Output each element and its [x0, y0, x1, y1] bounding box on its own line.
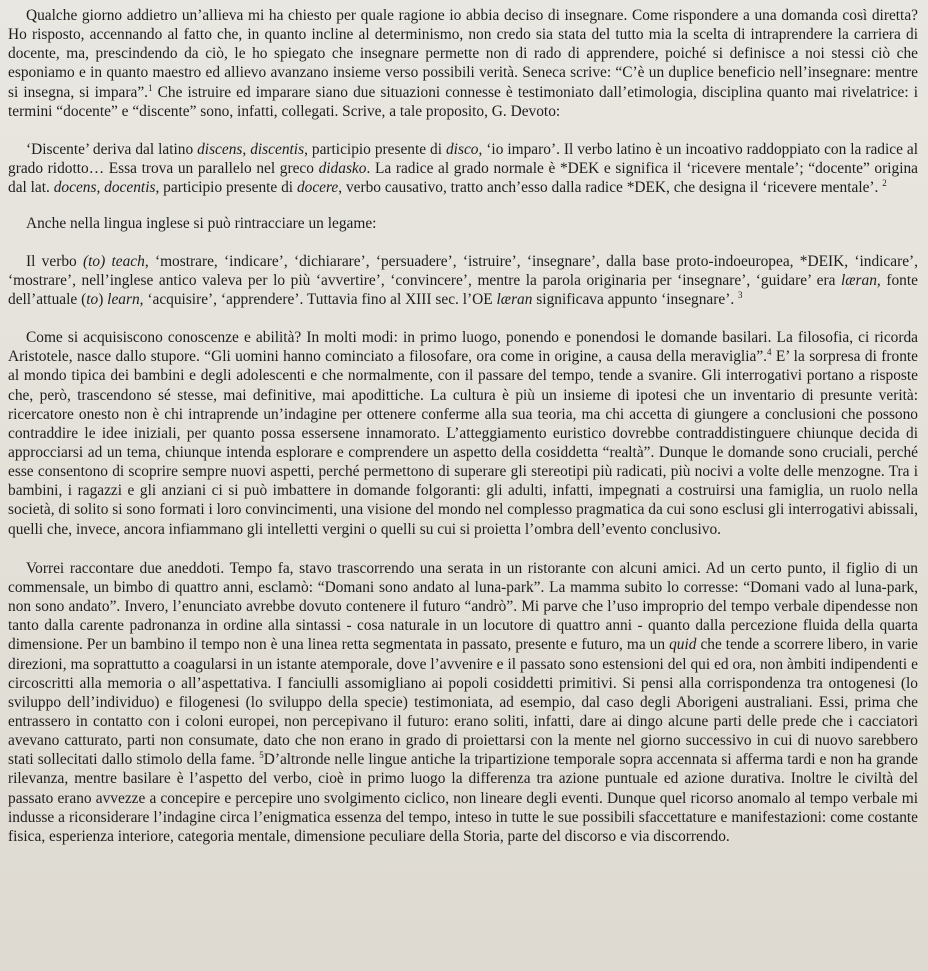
paragraph-devoto-quote: ‘Discente’ deriva dal latino discens, discentis, participio presente di disco, ‘io imparo’. Il verbo latino è un incoativo raddoppiato con la radice al grado ridotto… Essa trova un parallelo nel greco didasko. La radice al grado normale è *DEK e significa il ‘ricevere mentale’; “docente” origina dal lat. docens, docentis, participio presente di docere, verbo causativo, tratto anch’esso dalla radice *DEK, che designa il ‘ricevere mentale’. $^2$	[8, 140, 918, 197]
spacer	[8, 309, 918, 328]
spacer	[8, 121, 918, 140]
paragraph-teach-quote: Il verbo (to) teach, ‘mostrare, ‘indicare’, ‘dichiarare’, ‘persuadere’, ‘istruire’, ‘insegnare’, dalla base proto-indoeuropea, *DEIK, ‘indicare’, ‘mostrare’, nell’inglese antico valeva per lo più ‘avvertire’, ‘convincere’, mentre la parola originaria per ‘insegnare’, ‘guidare’ era læran, fonte dell’attuale (to) learn, ‘acquisire’, ‘apprendere’. Tuttavia fino al XIII sec. l’OE læran significava appunto ‘insegnare’. $^3$	[8, 252, 919, 308]
paragraph-intro: Qualche giorno addietro un’allieva mi ha chiesto per quale ragione io abbia deciso di insegnare. Come rispondere a una domanda così diretta? Ho risposto, accennando al fatto che, in quanto incline al determinismo, non credo sia stata del tutto mia la scelta di intraprendere la carriera di docente, ma, prescindendo da ciò, le ho spiegato che insegnare permette non di rado di apprendere, poiché si definisce a noi stessi ciò che esponiamo e in quanto maestro ed allievo avanzano insieme verso possibili verità. Seneca scrive: “C’è un duplice beneficio nell’insegnare: mentre si insegna, si impara”.$^1$ Che istruire ed imparare siano due situazioni connesse è testimoniato dall’etimologia, disciplina quanto mai rivelatrice: i termini “docente” e “discente” sono, infatti, collegati. Scrive, a tale proposito, G. Devoto:	[8, 7, 918, 120]
spacer	[8, 234, 918, 252]
spacer	[8, 197, 918, 214]
footnote-ref-1: 1	[148, 82, 153, 93]
footnote-ref-4: 4	[767, 347, 772, 358]
paragraph-questions: Come si acquisiscono conoscenze e abilità? In molti modi: in primo luogo, ponendo e ponendosi le domande basilari. La filosofia, ci ricorda Aristotele, nasce dallo stupore. “Gli uomini hanno cominciato a filosofare, ora come in origine, a causa della meraviglia”.$^4$ E’ la sorpresa di fronte al mondo tipica dei bambini e degli adolescenti e che normalmente, con il passare del tempo, tende a svanire. Gli interrogativi portano a risposte che, però, trascendono sé stesse, mai definitive, mai apodittiche. La cultura è più un insieme di ipotesi che un inventario di presunte verità: ricercatore onesto non è chi intraprende un’indagine per ottenere conferme alla sua teoria, ma chi accetta di giungere a conclusioni che possono contraddire le idee iniziali, per quanto possa essersene innamorato. L’atteggiamento euristico dovrebbe contraddistinguere chiunque decida di approcciarsi ad un tema, chiunque intenda esplorare e comprendere un aspetto della cosiddetta “realtà”. Dunque le domande sono cruciali, perché esse consentono di scoprire sempre nuovi aspetti, perché permettono di superare gli stereotipi più radicati, più nocivi a volte delle menzogne. Tra i bambini, i ragazzi e gli anziani ci si può imbattere in domande folgoranti: gli adulti, infatti, impegnati a costruirsi una famiglia, un ruolo nella società, di solito si sono formati i loro convincimenti, una visione del mondo nel complesso pragmatica da cui sono esclusi gli interrogativi abissali, quelli che, invece, ancora infiammano gli intelletti vergini o quelli su cui si proietta l’ombra dell’evento conclusivo.	[8, 329, 919, 538]
footnote-ref-5: 5	[259, 750, 264, 761]
spacer	[8, 539, 918, 559]
footnote-ref-3: 3	[738, 289, 743, 300]
footnote-ref-2: 2	[882, 178, 887, 189]
paragraph-anecdotes: Vorrei raccontare due aneddoti. Tempo fa, stavo trascorrendo una serata in un ristorante con alcuni amici. Ad un certo punto, il figlio di un commensale, un bimbo di quattro anni, esclamò: “Domani sono andato al luna-park”. La mamma subito lo corresse: “Domani vado al luna-park, non sono andato”. Invero, l’enunciato avrebbe dovuto contenere il futuro “andrò”. Mi parve che l’uso improprio del tempo verbale dipendesse non tanto dalla carente padronanza in ordine alla sintassi - cosa naturale in un locutore di quattro anni - quanto dalla percezione fluida della quarta dimensione. Per un bambino il tempo non è una linea retta segmentata in passato, presente e futuro, ma un quid che tende a scorrere libero, in varie direzioni, ma soprattutto a coagularsi in un istante atemporale, dove l’avvenire e il passato sono estensioni del qui ed ora, non àmbiti indipendenti e circoscritti alla memoria o all’aspettativa. I fanciulli assomigliano ai popoli cosiddetti primitivi. Si pensi alla corrispondenza tra ontogenesi (lo sviluppo dell’individuo) e filogenesi (lo sviluppo della specie) testimoniata, ad esempio, dal caso degli Aborigeni australiani. Essi, prima che entrassero in contatto con i coloni europei, non percepivano il futuro: erano soliti, infatti, dare ai dingo alcune parti delle prede che i cacciatori avevano catturato, parti non consumate, dato che non erano in grado di proiettarsi con la mente nel giorno successivo in cui di nuovo sarebbero stati sollecitati dallo stimolo della fame. $^5$D’altronde nelle lingue antiche la tripartizione temporale sopra accennata si afferma tardi e non ha grande rilevanza, mentre basilare è l’aspetto del verbo, cioè in primo luogo la differenza tra azione puntuale ed azione durativa. Inoltre le civiltà del passato erano avvezze a concepire e percepire uno svolgimento ciclico, non lineare degli eventi. Dunque quel ricorso anomalo al tempo verbale mi indusse a riconsiderare l’indagine circa l’enigmatica essenza del tempo, inteso in tutte le sue possibili sfaccettature e manifestazioni: come costante fisica, esperienza interiore, categoria mentale, dimensione peculiare della Storia, parte del discorso e via discorrendo.	[8, 559, 918, 845]
paragraph-english-link: Anche nella lingua inglese si può rintracciare un legame:	[26, 215, 377, 233]
